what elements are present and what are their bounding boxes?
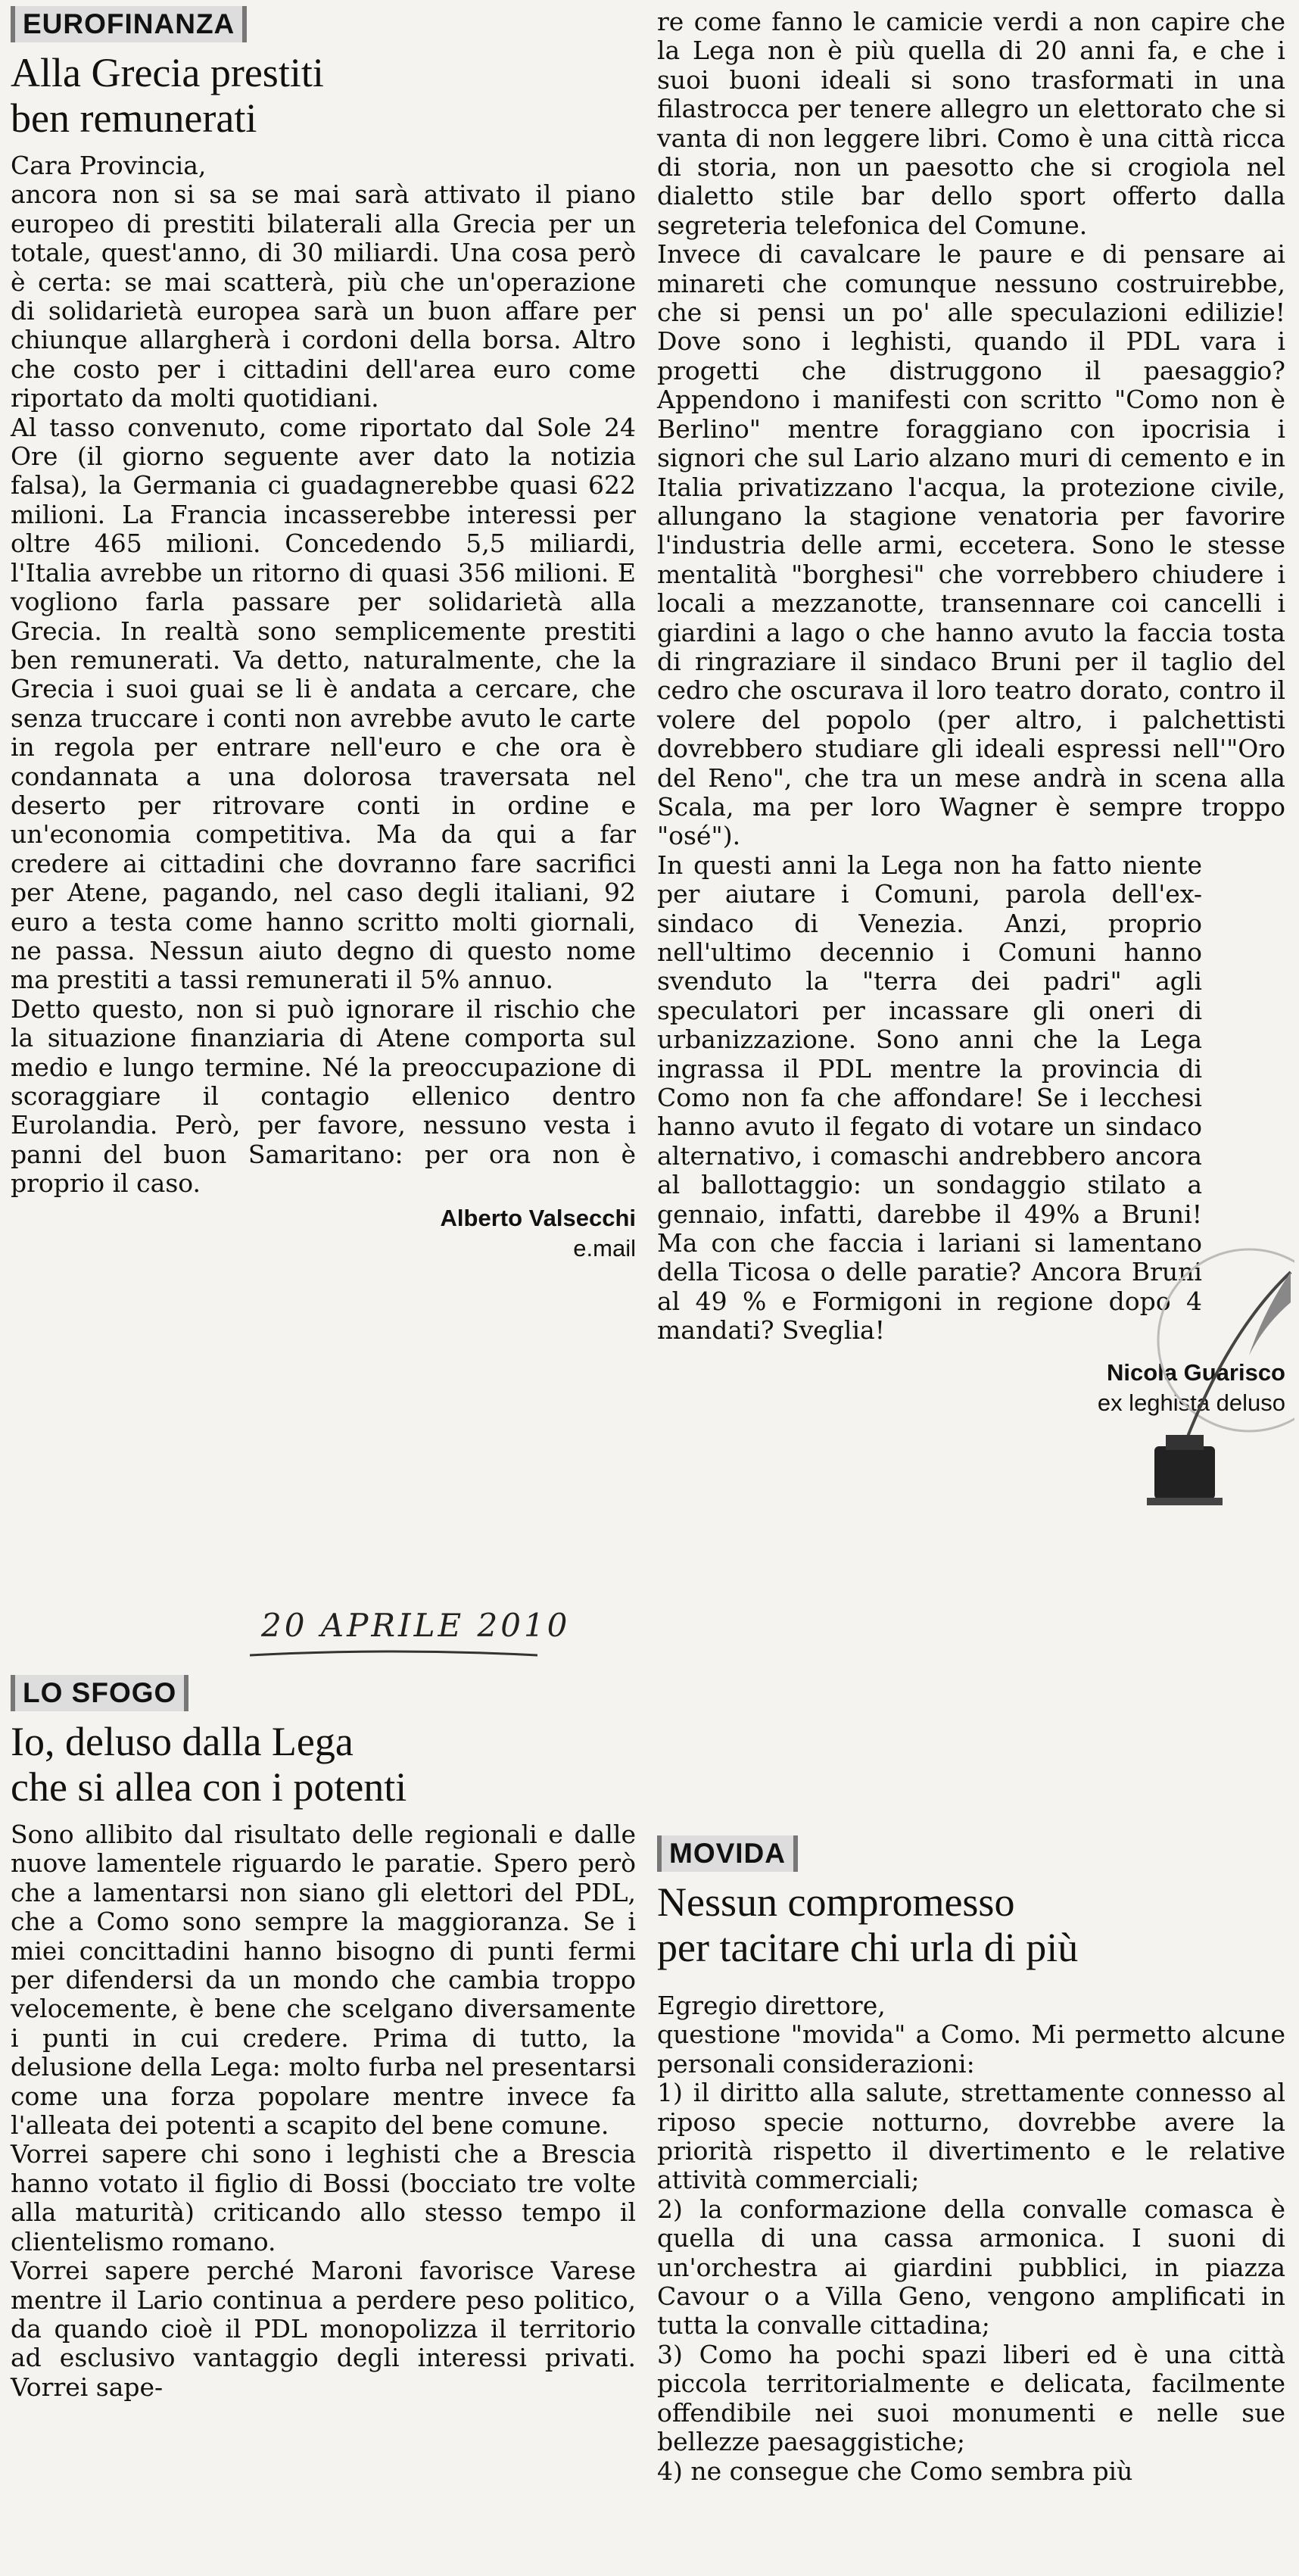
- article-lo-sfogo: [11, 1675, 636, 2402]
- author-note: e.mail: [573, 1234, 636, 1261]
- section-kicker: MOVIDA: [657, 1835, 798, 1872]
- signature: [11, 1203, 636, 1264]
- paragraph: 2) la conformazione della convalle comasca è quella di una cassa armonica. I suoni di un'orchestra ai giardini pubblici, in piazza Cavour o a Villa Geno, vengono amplificati in tutta la convalle cittadina;: [657, 2194, 1285, 2341]
- article-body-left: [11, 1820, 636, 2402]
- paragraph: 3) Como ha pochi spazi liberi ed è una città piccola territorialmente e delicata, facilmente offendibile nei suoi monumenti e nelle sue bellezze paesaggistiche;: [657, 2339, 1285, 2457]
- article-body: [657, 1991, 1285, 2486]
- paragraph: Invece di cavalcare le paure e di pensare ai minareti che comunque nessuno costruirebbe, che si pensi un po' alle speculazioni edilizie! Dove sono i leghisti, quando il PDL vara i progetti che distruggono il paesaggio? Appendono i manifesti con scritto "Como non è Berlino" mentre foraggiano con ipocrisia i signori che sul Lario alzano muri di cemento e in Italia privatizzano l'acqua, la protezione civile, allungano la stagione venatoria per favorire l'industria delle armi, eccetera. Sono le stesse mentalità "borghesi" che vorrebbero chiudere i locali a mezzanotte, transennare coi cancelli i giardini a lago o che hanno avuto la faccia tosta di ringraziare il sindaco Bruni per il taglio del cedro che oscurava il loro teatro dorato, contro il volere del popolo (per altro, i palchettisti dovrebbero studiare gli ideali espressi nell'"Oro del Reno", che tra un mese andrà in scena alla Scala, ma per loro Wagner è sempre troppo "osé").: [657, 239, 1285, 851]
- article-eurofinanza: [11, 6, 636, 1264]
- inkwell-quill-icon: [1135, 1242, 1294, 1522]
- paragraph: In questi anni la Lega non ha fatto niente per aiutare i Comuni, parola dell'ex-sindaco di Venezia. Anzi, proprio nell'ultimo decennio i Comuni hanno svenduto la "terra dei padri" agli speculatori per incassare gli oneri di urbanizzazione. Sono anni che la Lega ingrassa il PDL mentre la provincia di Como non fa che affondare! Se i lecchesi hanno avuto il fegato di votare un sindaco alternativo, i comaschi andrebbero ancora al ballottaggio: un sondaggio stilato a gennaio, infatti, darebbe il 49% a Bruni! Ma con che faccia i lariani si lamentano della Ticosa o delle paratie? Ancora Bruni al 49 % e Formigoni in regione dopo 4 mandati? Sveglia!: [657, 850, 1202, 1346]
- author-note: ex leghista deluso: [1097, 1389, 1285, 1416]
- handwritten-underline: [250, 1649, 537, 1660]
- salutation: Egregio direttore,: [657, 1991, 886, 2020]
- paragraph: Detto questo, non si può ignorare il rischio che la situazione finanziaria di Atene comporta sul medio e lungo termine. Né la preoccupazione di scoraggiare il contagio ellenico dentro Eurolandia. Però, per favore, nessuno vesta i panni del buon Samaritano: per ora non è proprio il caso.: [11, 993, 636, 1199]
- handwritten-date: 20 APRILE 2010: [261, 1607, 571, 1644]
- article-movida: [657, 1835, 1285, 2486]
- salutation: Cara Provincia,: [11, 151, 207, 180]
- paragraph: Sono allibito dal risultato delle regionali e dalle nuove lamentele riguardo le paratie. Spero però che a lamentarsi non siano gli elettori del PDL, che a Como sono sempre la maggioranza. Se i miei concittadini hanno bisogno di punti fermi per difendersi da un mondo che cambia troppo velocemente, è bene che scelgano diversamente i punti in cui credere. Prima di tutto, la delusione della Lega: molto furba nel presentarsi come una forza popolare mentre invece fa l'alleata dei potenti a scapito del bene comune.: [11, 1820, 636, 2141]
- article-body-right: [657, 8, 1285, 1346]
- paragraph: re come fanno le camicie verdi a non capire che la Lega non è più quella di 20 anni fa, e che i suoi buoni ideali si sono trasformati in una filastrocca per tenere allegro un elettorato che si vanta di non leggere libri. Como è una città ricca di storia, non un paesotto che si crogiola nel dialetto stile bar dello sport offerto dalla segreteria telefonica del Comune.: [657, 7, 1285, 240]
- paragraph: 4) ne consegue che Como sembra più: [657, 2456, 1133, 2486]
- paragraph: questione "movida" a Como. Mi permetto alcune personali considerazioni:: [657, 2019, 1285, 2079]
- article-headline: Alla Grecia prestiti ben remunerati: [11, 50, 324, 141]
- paragraph: 1) il diritto alla salute, strettamente connesso al riposo specie notturno, dovrebbe avere la priorità rispetto il divertimento e le relative attività commerciali;: [657, 2078, 1285, 2195]
- section-kicker: EUROFINANZA: [11, 6, 247, 42]
- article-body: [11, 151, 636, 1199]
- author-name: Alberto Valsecchi: [440, 1204, 636, 1231]
- paragraph: ancora non si sa se mai sarà attivato il piano europeo di prestiti bilaterali alla Grecia per un totale, quest'anno, di 30 miliardi. Una cosa però è certa: se mai scatterà, più che un'operazione di solidarietà europea sarà un buon affare per chiunque allargherà i cordoni della borsa. Altro che costo per i cittadini dell'area euro come riportato da molti quotidiani.: [11, 179, 636, 413]
- article-lo-sfogo-continued: [657, 8, 1285, 1418]
- paragraph: Vorrei sapere chi sono i leghisti che a Brescia hanno votato il figlio di Bossi (bocciato tre volte alla maturità) criticando allo stesso tempo il clientelismo romano.: [11, 2139, 636, 2256]
- paragraph: Al tasso convenuto, come riportato dal Sole 24 Ore (il giorno seguente aver dato la notizia falsa), la Germania ci guadagnerebbe quasi 622 milioni. La Francia incasserebbe interessi per oltre 465 milioni. Concedendo 5,5 miliardi, l'Italia avrebbe un ritorno di quasi 356 milioni. E vogliono farla passare per solidarietà alla Grecia. In realtà sono semplicemente prestiti ben remunerati. Va detto, naturalmente, che la Grecia i suoi guai se li è andata a cercare, che senza truccare i conti non avrebbe avuto le carte in regola per entrare nell'euro e che ora è condannata a una dolorosa traversata nel deserto per ritrovare conti in ordine e un'economia competitiva. Ma da qui a far credere ai cittadini che dovranno fare sacrifici per Atene, pagando, nel caso degli italiani, 92 euro a testa come hanno scritto molti giornali, ne passa. Nessun aiuto degno di questo nome ma prestiti a tassi remunerati il 5% annuo.: [11, 412, 636, 995]
- article-headline: Io, deluso dalla Lega che si allea con i potenti: [11, 1719, 407, 1810]
- article-headline: Nessun compromesso per tacitare chi urla di più: [657, 1879, 1079, 1970]
- section-kicker: LO SFOGO: [11, 1675, 188, 1711]
- author-name: Nicola Guarisco: [1106, 1358, 1285, 1386]
- paragraph: Vorrei sapere perché Maroni favorisce Varese mentre il Lario continua a perdere peso politico, da quando cioè il PDL monopolizza il territorio ad esclusivo vantaggio degli interessi privati. Vorrei sape-: [11, 2256, 636, 2402]
